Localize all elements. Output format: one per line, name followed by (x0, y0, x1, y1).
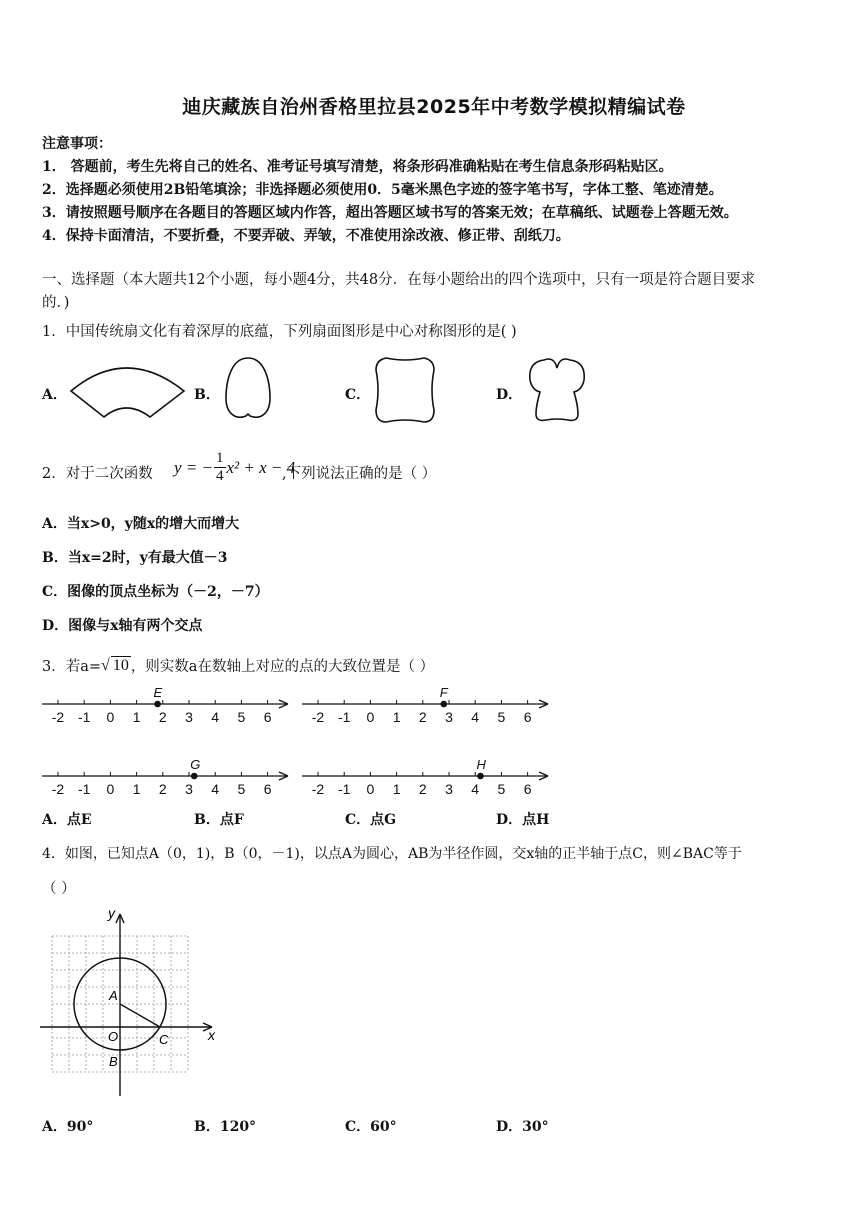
number-line-tick-label: 5 (497, 781, 506, 797)
q4-option-c: C．60° (345, 1119, 397, 1135)
q2-option-c: C．图像的顶点坐标为（－2，－7） (42, 584, 269, 600)
notice-item-1: 1． 答题前，考生先将自己的姓名、准考证号填写清楚，将条形码准确粘贴在考生信息条形码粘贴区。 (42, 159, 673, 175)
question-2-suffix: ,下列说法正确的是（ ） (282, 466, 437, 482)
number-line-tick-label: 2 (158, 781, 167, 797)
number-line-tick-label: 6 (263, 709, 272, 725)
number-line-tick-label: 2 (418, 781, 427, 797)
number-line-tick-label: 2 (158, 709, 167, 725)
number-line-tick-label: 6 (523, 709, 532, 725)
number-line-point-label: E (153, 685, 163, 700)
number-line-tick-label: -1 (337, 709, 351, 725)
notice-item-2: 2．选择题必须使用2B铅笔填涂；非选择题必须使用0．5毫米黑色字迹的签字笔书写，字体工整、笔迹清楚。 (42, 182, 723, 198)
q3-stem-end: ，则实数a在数轴上对应的点的大致位置是（ ） (130, 659, 435, 675)
q4-option-d: D．30° (496, 1119, 549, 1135)
q1-option-a-label: A． (42, 387, 67, 403)
q4-label-a: A (109, 988, 118, 1003)
number-line-point-label: H (476, 757, 486, 772)
number-line-tick-label: -2 (51, 709, 65, 725)
q1-option-b-label: B． (194, 387, 220, 403)
number-line-tick-label: -1 (77, 709, 91, 725)
q4-option-b: B．120° (194, 1119, 257, 1135)
rounded-square-icon (372, 354, 438, 426)
fan-sector-icon (66, 355, 192, 425)
q4-label-b: B (109, 1054, 118, 1069)
number-line-tick-label: 0 (366, 709, 375, 725)
q1-option-d-label: D． (496, 387, 523, 403)
question-4-stem: 4．如图，已知点A（0，1)，B（0，－1)，以点A为圆心，AB为半径作圆，交x轴的正半轴于点C，则∠BAC等于 (42, 846, 742, 862)
q4-label-o: O (108, 1029, 119, 1044)
number-line-tick-label: 4 (471, 709, 480, 725)
q3-option-d: D．点H (496, 812, 550, 828)
q4-label-y: y (108, 905, 115, 921)
question-3-stem: 3．若a= √ 10 ，则实数a在数轴上对应的点的大致位置是（ ） (42, 657, 435, 675)
number-line-g (38, 756, 294, 800)
q3-option-b: B．点F (194, 812, 244, 828)
number-line-point-label: G (190, 757, 201, 772)
number-line-tick-label: -2 (51, 781, 65, 797)
number-line-tick-label: 4 (471, 781, 480, 797)
number-line-tick-label: 3 (185, 781, 193, 797)
number-line-tick-label: 1 (132, 709, 141, 725)
number-line-tick-label: 0 (106, 709, 115, 725)
q2-formula-lhs: y = − (174, 457, 213, 477)
number-line-h (298, 756, 554, 800)
number-line-tick-label: 6 (523, 781, 532, 797)
question-2-prefix: 2．对于二次函数 (42, 466, 153, 482)
q3-option-c: C．点G (345, 812, 397, 828)
section-1-heading-cont: 的．) (42, 295, 70, 311)
number-line-tick-label: 3 (445, 709, 453, 725)
number-line-point (191, 773, 198, 780)
q2-fraction-numerator: 1 (216, 450, 224, 466)
q2-function-formula (174, 450, 295, 485)
number-line-point (154, 701, 161, 708)
number-line-tick-label: 5 (237, 781, 246, 797)
question-1-stem: 1．中国传统扇文化有着深厚的底蕴，下列扇面图形是中心对称图形的是( ) (42, 324, 517, 340)
number-line-point (440, 701, 447, 708)
q3-stem-start: 3．若a= (42, 659, 102, 675)
number-line-e (38, 684, 294, 728)
q2-fraction-denominator: 4 (216, 468, 224, 484)
q3-sqrt-radicand: 10 (112, 657, 129, 674)
number-line-tick-label: 3 (445, 781, 453, 797)
number-line-tick-label: 4 (211, 709, 220, 725)
q4-label-x: x (208, 1027, 215, 1043)
number-line-tick-label: 5 (497, 709, 506, 725)
q4-coordinate-figure (36, 900, 226, 1100)
q2-option-b: B．当x=2时，y有最大值－3 (42, 550, 228, 566)
number-line-f (298, 684, 554, 728)
notice-item-3: 3．请按照题号顺序在各题目的答题区域内作答，超出答题区域书写的答案无效；在草稿纸、试题卷上答题无效。 (42, 205, 738, 221)
q4-label-c: C (159, 1032, 169, 1047)
q4-option-a: A．90° (42, 1119, 94, 1135)
number-line-tick-label: 0 (106, 781, 115, 797)
q2-fraction (214, 450, 226, 485)
q4-segment-ac (120, 1004, 160, 1027)
q2-option-d: D．图像与x轴有两个交点 (42, 618, 203, 634)
section-1-heading: 一、选择题（本大题共12个小题，每小题4分，共48分．在每小题给出的四个选项中，只有一项是符合题目要求 (42, 272, 756, 288)
number-line-tick-label: 1 (132, 781, 141, 797)
egg-shape-icon (222, 354, 274, 426)
number-line-tick-label: 0 (366, 781, 375, 797)
q2-option-a: A．当x>0，y随x的增大而增大 (42, 516, 240, 532)
bell-shape-icon (524, 354, 590, 426)
number-line-tick-label: 5 (237, 709, 246, 725)
q2-formula-rhs: x² + x − 4 (226, 457, 296, 477)
number-line-tick-label: 1 (392, 781, 401, 797)
number-line-tick-label: 3 (185, 709, 193, 725)
number-line-tick-label: -1 (77, 781, 91, 797)
notice-heading: 注意事项： (42, 136, 112, 152)
page-title: 迪庆藏族自治州香格里拉县2025年中考数学模拟精编试卷 (182, 96, 686, 118)
number-line-tick-label: -1 (337, 781, 351, 797)
number-line-tick-label: 4 (211, 781, 220, 797)
number-line-tick-label: -2 (311, 709, 325, 725)
q3-option-a: A．点E (42, 812, 92, 828)
notice-item-4: 4．保持卡面清洁，不要折叠，不要弄破、弄皱，不准使用涂改液、修正带、刮纸刀。 (42, 228, 570, 244)
question-4-blank: （ ） (42, 881, 76, 897)
number-line-tick-label: 1 (392, 709, 401, 725)
number-line-tick-label: -2 (311, 781, 325, 797)
number-line-point-label: F (439, 685, 448, 700)
number-line-tick-label: 6 (263, 781, 272, 797)
number-line-tick-label: 2 (418, 709, 427, 725)
q1-option-c-label: C． (345, 387, 371, 403)
number-line-point (477, 773, 484, 780)
